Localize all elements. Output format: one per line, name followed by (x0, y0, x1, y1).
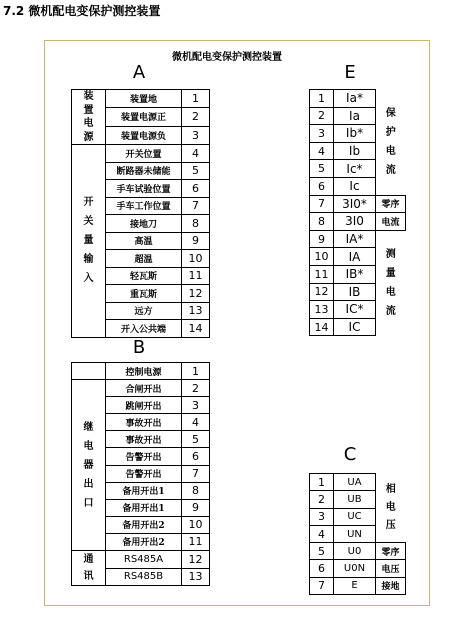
terminal-number: 3 (182, 126, 210, 144)
terminal-number: 14 (182, 320, 210, 338)
terminal-label: 备用开出1 (106, 482, 182, 499)
terminal-label: 超温 (106, 250, 182, 268)
terminal-number: 4 (182, 145, 210, 163)
terminal-block-a (71, 89, 210, 338)
terminal-number: 4 (310, 142, 334, 160)
terminal-number: 11 (310, 265, 334, 283)
terminal-label: 手车工作位置 (106, 197, 182, 215)
terminal-number: 2 (310, 107, 334, 125)
terminal-number: 12 (182, 551, 210, 569)
terminal-label: 控制电源 (106, 363, 182, 380)
terminal-number: 2 (182, 108, 210, 126)
terminal-signal: Ic* (334, 160, 376, 178)
terminal-number: 6 (182, 448, 210, 465)
terminal-number: 5 (310, 543, 334, 560)
terminal-number: 4 (182, 414, 210, 431)
terminal-number: 13 (310, 301, 334, 319)
terminal-label: 远方 (106, 302, 182, 320)
table-row (72, 380, 210, 397)
terminal-block-b (71, 362, 210, 586)
terminal-number: 6 (310, 560, 334, 577)
terminal-label: 高温 (106, 232, 182, 250)
terminal-label: 开入公共端 (106, 320, 182, 338)
section-zero-sequence-voltage-a: 零序 (376, 543, 406, 560)
terminal-label: 轻瓦斯 (106, 267, 182, 285)
terminal-number: 11 (182, 533, 210, 550)
terminal-label: 备用开出1 (106, 499, 182, 516)
terminal-number: 2 (182, 380, 210, 397)
terminal-number: 1 (182, 90, 210, 108)
section-zero-sequence-a: 零序 (376, 195, 406, 213)
section-communication: 通讯 (72, 551, 106, 586)
terminal-label: 装置地 (106, 90, 182, 108)
terminal-signal: Ib (334, 142, 376, 160)
terminal-number: 1 (310, 90, 334, 108)
terminal-signal: UC (334, 508, 376, 525)
terminal-number: 3 (182, 397, 210, 414)
terminal-number: 6 (310, 177, 334, 195)
group-a-label: A (132, 62, 146, 83)
table-row (310, 230, 406, 248)
terminal-signal: IB* (334, 265, 376, 283)
terminal-label: 告警开出 (106, 448, 182, 465)
table-row (310, 213, 406, 231)
terminal-number: 10 (310, 248, 334, 266)
terminal-signal: U0 (334, 543, 376, 560)
table-row (72, 551, 210, 569)
terminal-label: 备用开出2 (106, 516, 182, 533)
terminal-signal: Ic (334, 177, 376, 195)
terminal-number: 3 (310, 125, 334, 143)
terminal-label: 重瓦斯 (106, 285, 182, 303)
section-phase-voltage: 相电压 (385, 483, 396, 531)
terminal-label: 跳闸开出 (106, 397, 182, 414)
terminal-signal: UB (334, 491, 376, 508)
terminal-number: 9 (182, 232, 210, 250)
terminal-number: 10 (182, 250, 210, 268)
terminal-signal: U0N (334, 560, 376, 577)
section-measurement-current: 测量电流 (385, 249, 396, 318)
blank-cell (72, 363, 106, 380)
group-e-label: E (344, 62, 356, 83)
table-row (310, 90, 406, 108)
section-zero-sequence-voltage-b: 电压 (376, 560, 406, 577)
terminal-number: 11 (182, 267, 210, 285)
section-switch-input: 开关量输入 (72, 145, 106, 338)
section-relay-output: 继电器出口 (72, 380, 106, 551)
terminal-number: 5 (182, 431, 210, 448)
terminal-label: 备用开出2 (106, 533, 182, 550)
terminal-number: 13 (182, 568, 210, 586)
terminal-number: 12 (310, 283, 334, 301)
terminal-label: 接地刀 (106, 215, 182, 233)
terminal-number: 8 (310, 213, 334, 231)
terminal-signal: UN (334, 525, 376, 542)
terminal-signal: E (334, 577, 376, 594)
terminal-number: 7 (310, 577, 334, 594)
terminal-label: 告警开出 (106, 465, 182, 482)
terminal-label: RS485A (106, 551, 182, 569)
terminal-number: 4 (310, 525, 334, 542)
terminal-signal: IA (334, 248, 376, 266)
terminal-block-c (309, 473, 406, 595)
table-row (72, 145, 210, 163)
terminal-block-e (309, 89, 406, 336)
group-b-label: B (132, 337, 146, 358)
table-row (310, 195, 406, 213)
terminal-number: 7 (182, 197, 210, 215)
group-c-label: C (343, 444, 357, 465)
terminal-signal: IA* (334, 230, 376, 248)
terminal-number: 6 (182, 180, 210, 198)
terminal-label: 装置电源负 (106, 126, 182, 144)
table-row (72, 90, 210, 108)
terminal-signal: Ia* (334, 90, 376, 108)
terminal-label: 手车试验位置 (106, 180, 182, 198)
section-ground: 接地 (376, 577, 406, 594)
terminal-number: 12 (182, 285, 210, 303)
terminal-number: 3 (310, 508, 334, 525)
terminal-label: 事故开出 (106, 414, 182, 431)
table-row (310, 560, 406, 577)
terminal-signal: Ib* (334, 125, 376, 143)
terminal-number: 2 (310, 491, 334, 508)
terminal-signal: IC (334, 318, 376, 336)
terminal-number: 5 (310, 160, 334, 178)
terminal-label: 合闸开出 (106, 380, 182, 397)
table-row (72, 363, 210, 380)
terminal-number: 14 (310, 318, 334, 336)
terminal-signal: 3I0 (334, 213, 376, 231)
terminal-number: 7 (310, 195, 334, 213)
terminal-label: RS485B (106, 568, 182, 586)
table-row (310, 474, 406, 491)
section-heading: 7.2 微机配电变保护测控装置 (3, 4, 161, 18)
diagram-title: 微机配电变保护测控装置 (172, 52, 282, 63)
terminal-number: 5 (182, 162, 210, 180)
terminal-number: 8 (182, 482, 210, 499)
terminal-signal: IB (334, 283, 376, 301)
terminal-label: 装置电源正 (106, 108, 182, 126)
table-row (310, 577, 406, 594)
terminal-number: 13 (182, 302, 210, 320)
terminal-number: 9 (310, 230, 334, 248)
terminal-signal: IC* (334, 301, 376, 319)
terminal-number: 1 (310, 474, 334, 491)
terminal-number: 10 (182, 516, 210, 533)
terminal-label: 断路器未储能 (106, 162, 182, 180)
section-power-supply: 装置电源 (72, 90, 106, 145)
table-row (310, 543, 406, 560)
terminal-number: 9 (182, 499, 210, 516)
terminal-label: 事故开出 (106, 431, 182, 448)
terminal-label: 开关位置 (106, 145, 182, 163)
terminal-number: 1 (182, 363, 210, 380)
terminal-number: 8 (182, 215, 210, 233)
terminal-number: 7 (182, 465, 210, 482)
terminal-signal: Ia (334, 107, 376, 125)
terminal-signal: 3I0* (334, 195, 376, 213)
section-protection-current: 保护电流 (385, 108, 396, 177)
terminal-signal: UA (334, 474, 376, 491)
section-zero-sequence-b: 电流 (376, 213, 406, 231)
